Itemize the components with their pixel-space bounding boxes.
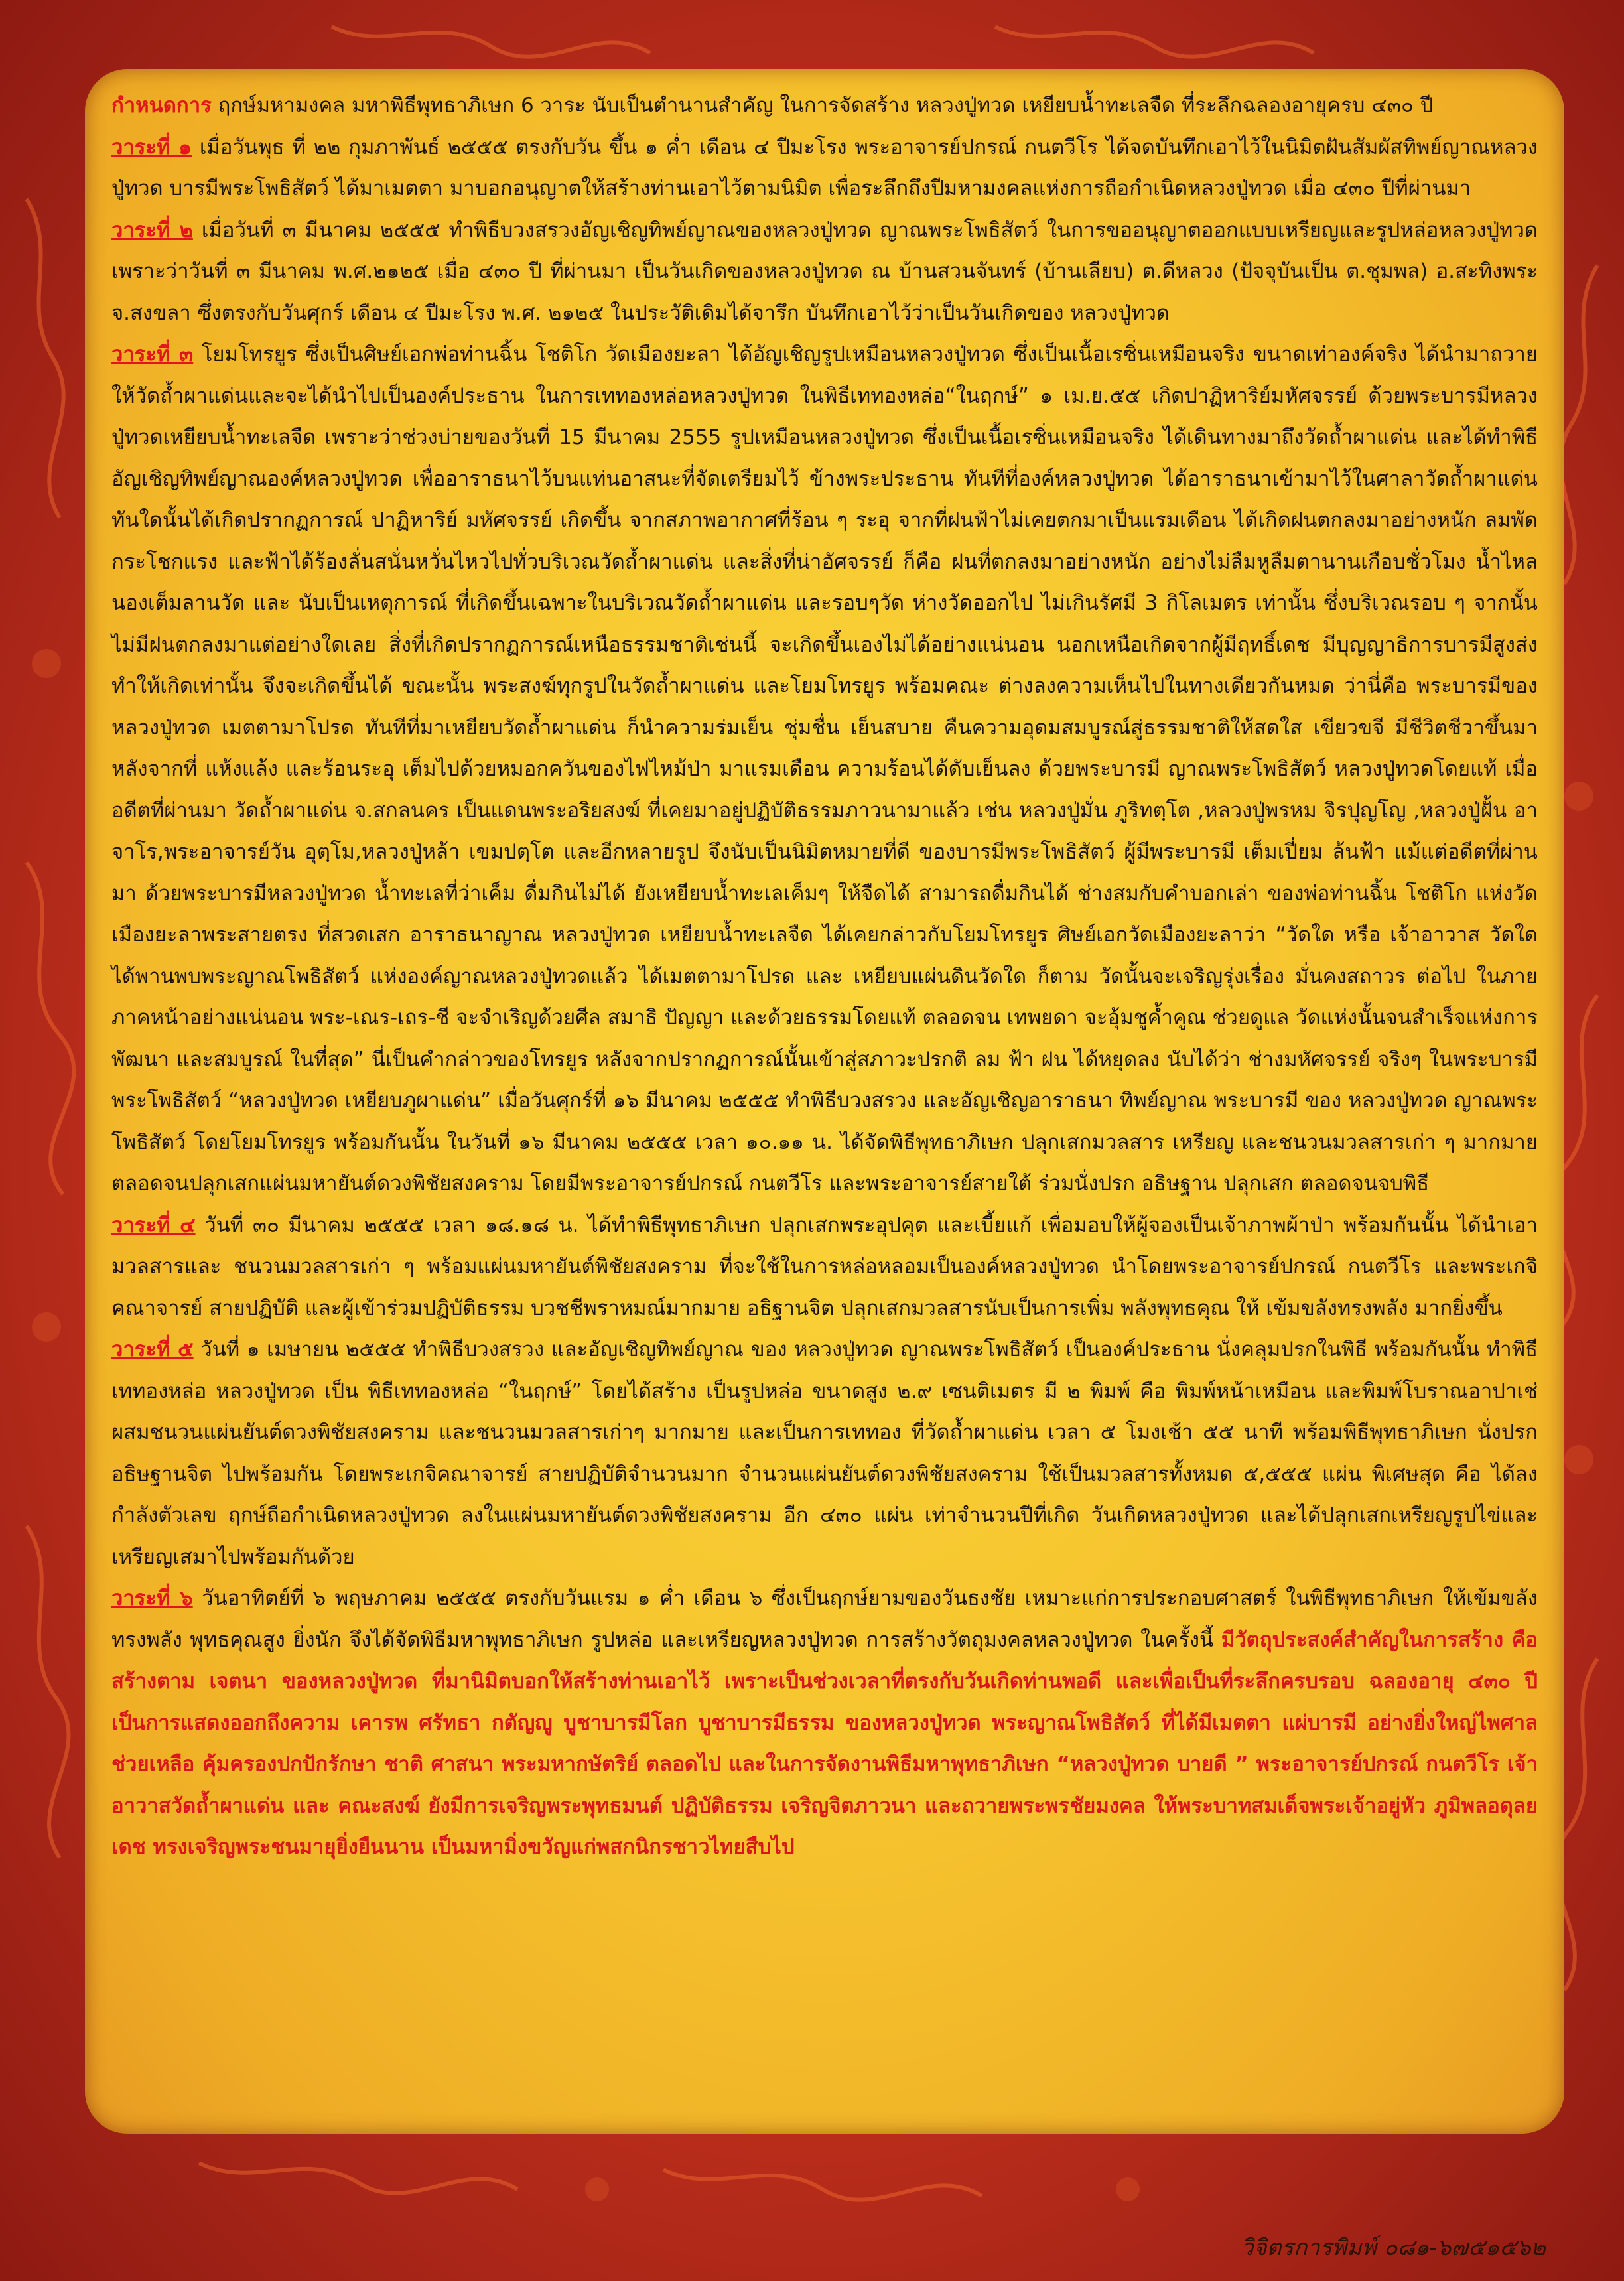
session-1-label: วาระที่ ๑	[111, 135, 192, 159]
printer-credit: วิจิตรการพิมพ์ ๐๘๑-๖๗๕๑๕๖๒	[1241, 2235, 1546, 2261]
session-3-paragraph	[111, 334, 1538, 1205]
session-4-paragraph	[111, 1205, 1538, 1330]
text-panel	[85, 69, 1564, 2134]
session-2-paragraph	[111, 210, 1538, 334]
intro-label: กำหนดการ	[111, 94, 212, 117]
session-4-text: วันที่ ๓๐ มีนาคม ๒๕๕๕ เวลา ๑๘.๑๘ น. ได้ทำพิธีพุทธาภิเษก ปลุกเสกพระอุปคุต และเบี้ยแก้ เพื่อมอบให้ผู้จองเป็นเจ้าภาพผ้าป่า พร้อมกันนั้น ได้นำเอามวลสารและ ชนวนมวลสารเก่า ๆ พร้อมแผ่นมหายันต์พิชัยสงคราม ที่จะใช้ในการหล่อหลอมเป็นองค์หลวงปู่ทวด นำโดยพระอาจารย์ปกรณ์ กนตวีโร และพระเกจิคณาจารย์ สายปฏิบัติ และผู้เข้าร่วมปฏิบัติธรรม บวชชีพราหมณ์มากมาย อธิฐานจิต ปลุกเสกมวลสารนับเป็นการเพิ่ม พลังพุทธคุณ ให้ เข้มขลังทรงพลัง มากยิ่งขึ้น	[111, 1213, 1538, 1320]
session-6-highlight: มีวัตถุประสงค์สำคัญในการสร้าง คือสร้างตาม เจตนา ของหลวงปู่ทวด ที่มานิมิตบอกให้สร้างท่านเอาไว้ เพราะเป็นช่วงเวลาที่ตรงกับวันเกิดท่านพอดี และเพื่อเป็นที่ระลึกครบรอบ ฉลองอายุ ๔๓๐ ปี เป็นการแสดงออกถึงความ เคารพ ศรัทธา กตัญญู บูชาบารมีโลก บูชาบารมีธรรม ของหลวงปู่ทวด พระญาณโพธิสัตว์ ที่ได้มีเมตตา แผ่บารมี อย่างยิ่งใหญ่ไพศาล ช่วยเหลือ คุ้มครองปกปักรักษา ชาติ ศาสนา พระมหากษัตริย์ ตลอดไป และในการจัดงานพิธีมหาพุทธาภิเษก “หลวงปู่ทวด บายดี ” พระอาจารย์ปกรณ์ กนตวีโร เจ้าอาวาสวัดถ้ำผาแด่น และ คณะสงฆ์ ยังมีการเจริญพระพุทธมนต์ ปฏิบัติธรรม เจริญจิตภาวนา และถวายพระพรชัยมงคล ให้พระบาทสมเด็จพระเจ้าอยู่หัว ภูมิพลอดุลยเดช ทรงเจริญพระชนมายุยิ่งยืนนาน เป็นมหามิ่งขวัญแก่พสกนิกรชาวไทยสืบไป	[111, 1627, 1538, 1859]
session-2-text: เมื่อวันที่ ๓ มีนาคม ๒๕๕๕ ทำพิธีบวงสรวงอัญเชิญทิพย์ญาณของหลวงปู่ทวด ญาณพระโพธิสัตว์ ในการขออนุญาตออกแบบเหรียญและรูปหล่อหลวงปู่ทวด เพราะว่าวันที่ ๓ มีนาคม พ.ศ.๒๑๒๕ เมื่อ ๔๓๐ ปี ที่ผ่านมา เป็นวันเกิดของหลวงปู่ทวด ณ บ้านสวนจันทร์ (บ้านเลียบ) ต.ดีหลวง (ปัจจุบันเป็น ต.ชุมพล) อ.สะทิงพระ จ.สงขลา ซึ่งตรงกับวันศุกร์ เดือน ๔ ปีมะโรง พ.ศ. ๒๑๒๕ ในประวัติเดิมได้จารึก บันทึกเอาไว้ว่าเป็นวันเกิดของ หลวงปู่ทวด	[111, 218, 1538, 325]
session-5-label: วาระที่ ๕	[111, 1338, 194, 1361]
session-3-label: วาระที่ ๓	[111, 342, 194, 366]
session-2-label: วาระที่ ๒	[111, 218, 193, 242]
session-6-paragraph	[111, 1578, 1538, 1868]
document-body	[111, 85, 1538, 1868]
session-6-label: วาระที่ ๖	[111, 1586, 193, 1610]
session-1-text: เมื่อวันพุธ ที่ ๒๒ กุมภาพันธ์ ๒๕๕๕ ตรงกับวัน ขึ้น ๑ ค่ำ เดือน ๔ ปีมะโรง พระอาจารย์ปกรณ์ กนตวีโร ได้จดบันทึกเอาไว้ในนิมิตฝันสัมผัสทิพย์ญาณหลวงปู่ทวด บารมีพระโพธิสัตว์ ได้มาเมตตา มาบอกอนุญาตให้สร้างท่านเอาไว้ตามนิมิต เพื่อระลึกถึงปีมหามงคลแห่งการถือกำเนิดหลวงปู่ทวด เมื่อ ๔๓๐ ปีที่ผ่านมา	[111, 135, 1538, 200]
intro-paragraph	[111, 85, 1538, 127]
session-6-text: วันอาทิตย์ที่ ๖ พฤษภาคม ๒๕๕๕ ตรงกับวันแรม ๑ ค่ำ เดือน ๖ ซึ่งเป็นฤกษ์ยามของวันธงชัย เหมาะแก่การประกอบศาสตร์ ในพิธีพุทธาภิเษก ให้เข้มขลังทรงพลัง พุทธคุณสูง ยิ่งนัก จึงได้จัดพิธีมหาพุทธาภิเษก รูปหล่อ และเหรียญหลวงปู่ทวด การสร้างวัตถุมงคลหลวงปู่ทวด ในครั้งนี้	[111, 1586, 1538, 1652]
session-1-paragraph	[111, 127, 1538, 210]
session-3-text: โยมโทรยูร ซึ่งเป็นศิษย์เอกพ่อท่านฉิ้น โชติโก วัดเมืองยะลา ได้อัญเชิญรูปเหมือนหลวงปู่ทวด ซึ่งเป็นเนื้อเรซิ่นเหมือนจริง ขนาดเท่าองค์จริง ได้นำมาถวายให้วัดถ้ำผาแด่นและจะได้นำไปเป็นองค์ประธาน ในการเททองหล่อหลวงปู่ทวด ในพิธีเททองหล่อ“ในฤกษ์” ๑ เม.ย.๕๕ เกิดปาฏิหาริย์มหัศจรรย์ ด้วยพระบารมีหลวงปู่ทวดเหยียบน้ำทะเลจืด เพราะว่าช่วงบ่ายของวันที่ 15 มีนาคม 2555 รูปเหมือนหลวงปู่ทวด ซึ่งเป็นเนื้อเรซิ่นเหมือนจริง ได้เดินทางมาถึงวัดถ้ำผาแด่น และได้ทำพิธีอัญเชิญทิพย์ญาณองค์หลวงปู่ทวด เพื่ออาราธนาไว้บนแท่นอาสนะที่จัดเตรียมไว้ ข้างพระประธาน ทันทีที่องค์หลวงปู่ทวด ได้อาราธนาเข้ามาไว้ในศาลาวัดถ้ำผาแด่น ทันใดนั้นได้เกิดปรากฏการณ์ ปาฏิหาริย์ มหัศจรรย์ เกิดขึ้น จากสภาพอากาศที่ร้อน ๆ ระอุ จากที่ฝนฟ้าไม่เคยตกมาเป็นแรมเดือน ได้เกิดฝนตกลงมาอย่างหนัก ลมพัดกระโชกแรง และฟ้าได้ร้องลั่นสนั่นหวั่นไหวไปทั่วบริเวณวัดถ้ำผาแด่น และสิ่งที่น่าอัศจรรย์ ก็คือ ฝนที่ตกลงมาอย่างหนัก อย่างไม่ลืมหูลืมตานานเกือบชั่วโมง น้ำไหลนองเต็มลานวัด และ นับเป็นเหตุการณ์ ที่เกิดขึ้นเฉพาะในบริเวณวัดถ้ำผาแด่น และรอบๆวัด ห่างวัดออกไป ไม่เกินรัศมี 3 กิโลเมตร เท่านั้น ซึ่งบริเวณรอบ ๆ จากนั้น ไม่มีฝนตกลงมาแต่อย่างใดเลย สิ่งที่เกิดปรากฏการณ์เหนือธรรมชาติเช่นนี้ จะเกิดขึ้นเองไม่ได้อย่างแน่นอน นอกเหนือเกิดจากผู้มีฤทธิ์เดช มีบุญญาธิการบารมีสูงส่ง ทำให้เกิดเท่านั้น จึงจะเกิดขึ้นได้ ขณะนั้น พระสงฆ์ทุกรูปในวัดถ้ำผาแด่น และโยมโทรยูร พร้อมคณะ ต่างลงความเห็นไปในทางเดียวกันหมด ว่านี่คือ พระบารมีของหลวงปู่ทวด เมตตามาโปรด ทันทีที่มาเหยียบวัดถ้ำผาแด่น ก็นำความร่มเย็น ชุ่มชื่น เย็นสบาย คืนความอุดมสมบูรณ์สู่ธรรมชาติให้สดใส เขียวขจี มีชีวิตชีวาขึ้นมา หลังจากที่ แห้งแล้ง และร้อนระอุ เต็มไปด้วยหมอกควันของไฟไหม้ป่า มาแรมเดือน ความร้อนได้ดับเย็นลง ด้วยพระบารมี ญาณพระโพธิสัตว์ หลวงปู่ทวดโดยแท้ เมื่ออดีตที่ผ่านมา วัดถ้ำผาแด่น จ.สกลนคร เป็นแดนพระอริยสงฆ์ ที่เคยมาอยู่ปฏิบัติธรรมภาวนามาแล้ว เช่น หลวงปู่มั่น ภูริทตฺโต ,หลวงปู่พรหม จิรปุญโญ ,หลวงปู่ฝั้น อาจาโร,พระอาจารย์วัน อุตฺโม,หลวงปู่หล้า เขมปตฺโต และอีกหลายรูป จึงนับเป็นนิมิตหมายที่ดี ของบารมีพระโพธิสัตว์ ผู้มีพระบารมี เต็มเปี่ยม ล้นฟ้า แม้แต่อดีตที่ผ่านมา ด้วยพระบารมีหลวงปู่ทวด น้ำทะเลที่ว่าเค็ม ดื่มกินไม่ได้ ยังเหยียบน้ำทะเลเค็มๆ ให้จืดได้ สามารถดื่มกินได้ ช่างสมกับคำบอกเล่า ของพ่อท่านฉิ้น โชติโก แห่งวัดเมืองยะลาพระสายตรง ที่สวดเสก อาราธนาญาณ หลวงปู่ทวด เหยียบน้ำทะเลจืด ได้เคยกล่าวกับโยมโทรยูร ศิษย์เอกวัดเมืองยะลาว่า “วัดใด หรือ เจ้าอาวาส วัดใด ได้พานพบพระญาณโพธิสัตว์ แห่งองค์ญาณหลวงปู่ทวดแล้ว ได้เมตตามาโปรด และ เหยียบแผ่นดินวัดใด ก็ตาม วัดนั้นจะเจริญรุ่งเรื่อง มั่นคงสถาวร ต่อไป ในภายภาคหน้าอย่างแน่นอน พระ-เณร-เถร-ชี จะจำเริญด้วยศีล สมาธิ ปัญญา และด้วยธรรมโดยแท้ ตลอดจน เทพยดา จะอุ้มชูค้ำคูณ ช่วยดูแล วัดแห่งนั้นจนสำเร็จแห่งการพัฒนา และสมบูรณ์ ในที่สุด” นี่เป็นคำกล่าวของโทรยูร หลังจากปรากฏการณ์นั้นเข้าสู่สภาวะปรกติ ลม ฟ้า ฝน ได้หยุดลง นับได้ว่า ช่างมหัศจรรย์ จริงๆ ในพระบารมีพระโพธิสัตว์ “หลวงปู่ทวด เหยียบภูผาแด่น” เมื่อวันศุกร์ที่ ๑๖ มีนาคม ๒๕๕๕ ทำพิธีบวงสรวง และอัญเชิญอาราธนา ทิพย์ญาณ พระบารมี ของ หลวงปู่ทวด ญาณพระโพธิสัตว์ โดยโยมโทรยูร พร้อมกันนั้น ในวันที่ ๑๖ มีนาคม ๒๕๕๕ เวลา ๑๐.๑๑ น. ได้จัดพิธีพุทธาภิเษก ปลุกเสกมวลสาร เหรียญ และชนวนมวลสารเก่า ๆ มากมาย ตลอดจนปลุกเสกแผ่นมหายันต์ดวงพิชัยสงคราม โดยมีพระอาจารย์ปกรณ์ กนตวีโร และพระอาจารย์สายใต้ ร่วมนั่งปรก อธิษฐาน ปลุกเสก ตลอดจนจบพิธี	[111, 342, 1538, 1196]
session-5-text: วันที่ ๑ เมษายน ๒๕๕๕ ทำพิธีบวงสรวง และอัญเชิญทิพย์ญาณ ของ หลวงปู่ทวด ญาณพระโพธิสัตว์ เป็นองค์ประธาน นั่งคลุมปรกในพิธี พร้อมกันนั้น ทำพิธีเททองหล่อ หลวงปู่ทวด เป็น พิธีเททองหล่อ “ในฤกษ์” โดยได้สร้าง เป็นรูปหล่อ ขนาดสูง ๒.๙ เซนติเมตร มี ๒ พิมพ์ คือ พิมพ์หน้าเหมือน และพิมพ์โบราณอาปาเช่ ผสมชนวนแผ่นยันต์ดวงพิชัยสงคราม และชนวนมวลสารเก่าๆ มากมาย และเป็นการเททอง ที่วัดถ้ำผาแด่น เวลา ๕ โมงเช้า ๕๕ นาที พร้อมพิธีพุทธาภิเษก นั่งปรก อธิษฐานจิต ไปพร้อมกัน โดยพระเกจิคณาจารย์ สายปฏิบัติจำนวนมาก จำนวนแผ่นยันต์ดวงพิชัยสงคราม ใช้เป็นมวลสารทั้งหมด ๕,๕๕๕ แผ่น พิเศษสุด คือ ได้ลงกำลังตัวเลข ฤกษ์ถือกำเนิดหลวงปู่ทวด ลงในแผ่นมหายันต์ดวงพิชัยสงคราม อีก ๔๓๐ แผ่น เท่าจำนวนปีที่เกิด วันเกิดหลวงปู่ทวด และได้ปลุกเสกเหรียญรูปไข่และเหรียญเสมาไปพร้อมกันด้วย	[111, 1338, 1538, 1569]
session-4-label: วาระที่ ๔	[111, 1213, 196, 1237]
intro-text: ฤกษ์มหามงคล มหาพิธีพุทธาภิเษก 6 วาระ นับเป็นตำนานสำคัญ ในการจัดสร้าง หลวงปู่ทวด เหยียบน้ำทะเลจืด ที่ระลึกฉลองอายุครบ ๔๓๐ ปี	[218, 94, 1434, 117]
session-5-paragraph	[111, 1329, 1538, 1578]
